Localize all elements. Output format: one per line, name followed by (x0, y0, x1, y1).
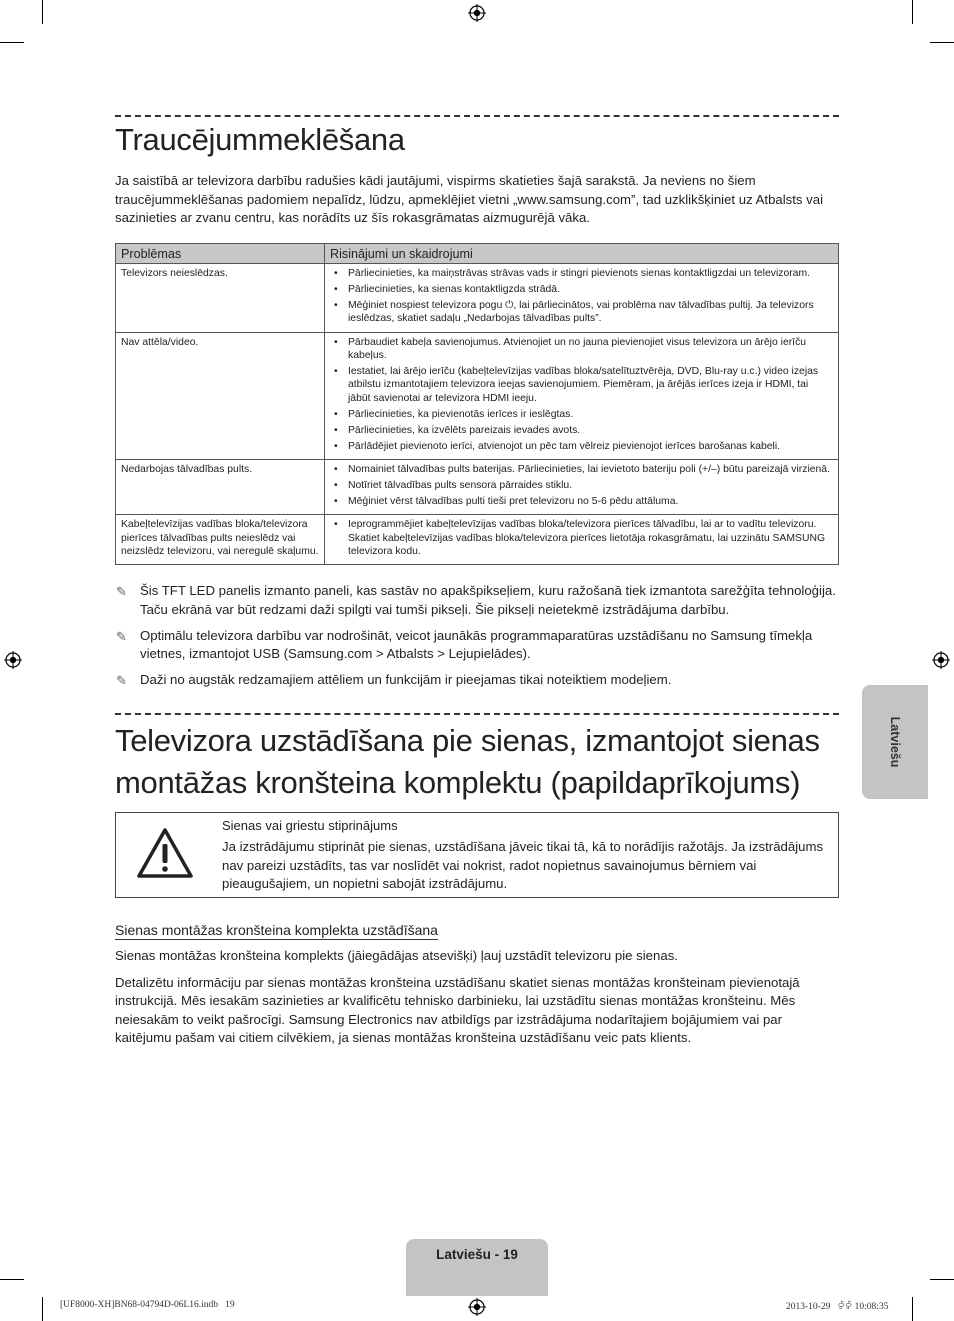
list-item: • Ieprogrammējiet kabeļtelevīzijas vadības bloka/televizora pierīces tālvadību, lai ar to vadītu televizoru. Skatiet kabeļtelevīzijas vadības bloka/televizora pierīces lietotāja rokasgrāmatu, lai uzzinātu SAMSUNG televizora kodu. (348, 518, 833, 558)
note-text: Optimālu televizora darbību var nodrošināt, veicot jaunākās programmaparatūras uzstādīšanu no Samsung tīmekļa vietnes, izmantojot USB (Samsung.com > Atbalsts > Lejupielādes). (140, 627, 813, 661)
registration-mark-icon (468, 4, 486, 22)
registration-mark-icon (468, 1298, 486, 1316)
footer-file-info: [UF8000-XH]BN68-04794D-06L16.indb 19 (60, 1300, 235, 1310)
pencil-note-icon: ✎ (116, 628, 127, 644)
language-side-tab-label: Latviešu (888, 716, 902, 768)
list-item: • Pārliecinieties, ka maiņstrāvas strāvas vads ir stingri pievienots sienas kontaktligzdai un televizoram. (348, 267, 833, 280)
list-item: • Pārliecinieties, ka pievienotās ierīces ir ieslēgtas. (348, 408, 833, 421)
section-title-troubleshooting: Traucējummeklēšana (115, 122, 405, 157)
table-row (116, 515, 839, 565)
problem-cell: Televizors neieslēdzas. (116, 264, 325, 333)
table-header-row (116, 244, 839, 264)
note-item (115, 671, 839, 690)
registration-mark-icon (932, 651, 950, 669)
solutions-list (330, 463, 833, 508)
crop-mark (0, 42, 24, 43)
problem-cell: Nedarbojas tālvadības pults. (116, 459, 325, 514)
crop-mark (930, 1279, 954, 1280)
table-row (116, 264, 839, 333)
pencil-note-icon: ✎ (116, 673, 127, 688)
warning-title: Sienas vai griestu stiprinājums (222, 818, 398, 833)
list-item: • Iestatiet, lai ārējo ierīču (kabeļtelevīzijas vadības bloka/satelītuztvērēja, DVD, Blu-ray u.c.) video izejas atbilstu izmantotajiem televizora ieejas savienojumiem. Piemēram, ja ārējās ierīces izeja ir HDMI, tai jābūt savienotai ar televizora HDMI ieeju. (348, 365, 833, 405)
note-text: Daži no augstāk redzamajiem attēliem un funkcijām ir pieejamas tikai noteiktiem modeļiem. (140, 672, 672, 687)
list-item: • Pārlādējiet pievienoto ierīci, atvienojot un pēc tam vēlreiz pievienojot ierīces barošanas kabeli. (348, 440, 833, 453)
registration-mark-icon (4, 651, 22, 669)
list-item: • Mēģiniet nospiest televizora pogu ⏻, lai pārliecinātos, vai problēma nav tālvadības pultij. Ja televizors ieslēdzas, skatiet sadaļu „Nedarbojas tālvadības pults”. (348, 299, 833, 326)
crop-mark (912, 1297, 913, 1321)
list-item: • Notīriet tālvadības pults sensora pārraides stiklu. (348, 479, 833, 492)
section-divider (115, 713, 839, 715)
page-number-box (406, 1239, 548, 1296)
table-row (116, 332, 839, 459)
solutions-cell (325, 332, 839, 459)
troubleshooting-table (115, 243, 839, 565)
warning-box (115, 812, 839, 898)
solutions-list (330, 518, 833, 558)
crop-mark (0, 1279, 24, 1280)
paragraph: Detalizētu informāciju par sienas montāžas kronšteina uzstādīšanu skatiet sienas montāžas kronšteinam pievienotajā instrukcijā. Mēs iesakām sazinieties ar kvalificētu tehnisko darbinieku, lai uzstādītu sienas montāžas kronšteinu. Mēs neiesakām to veikt pašrocīgi. Samsung Electronics nav atbildīgs par izstrādājuma nodarītajiem bojājumiem vai par kaitējumu pašam vai citiem cilvēkiem, ja sienas montāžas kronšteina uzstādīšanu veic pats klients. (115, 974, 800, 1045)
section-title-wall-mount: Televizora uzstādīšana pie sienas, izmantojot sienas montāžas kronšteina komplektu (papildaprīkojums) (115, 723, 820, 800)
note-item (115, 627, 839, 664)
list-item: • Nomainiet tālvadības pults baterijas. Pārliecinieties, lai ievietoto bateriju poli (+/–) būtu pareizajā virzienā. (348, 463, 833, 476)
subsection-heading: Sienas montāžas kronšteina komplekta uzstādīšana (115, 922, 438, 938)
pencil-note-icon: ✎ (116, 584, 127, 599)
language-side-tab (862, 685, 928, 799)
section-divider (115, 115, 839, 117)
list-item: • Pārbaudiet kabeļa savienojumus. Atvienojiet un no jauna pievienojiet visus televizora un ārējo ierīču kabeļus. (348, 336, 833, 363)
paragraph: Sienas montāžas kronšteina komplekts (jāiegādājas atsevišķi) ļauj uzstādīt televizoru pie sienas. (115, 948, 678, 963)
solutions-cell (325, 264, 839, 333)
column-header-solutions: Risinājumi un skaidrojumi (325, 244, 839, 264)
solutions-list (330, 267, 833, 326)
page-number: Latviešu - 19 (436, 1247, 518, 1262)
warning-text: Ja izstrādājumu stiprināt pie sienas, uzstādīšana jāveic tikai tā, kā to norādījis ražotājs. Ja izstrādājums nav pareizi uzstādīts, tas var noslīdēt vai nokrist, radot nopietnus savainojumus bērniem vai pieaugušajiem, un nopietni sabojāt izstrādājumu. (222, 839, 824, 891)
crop-mark (42, 0, 43, 24)
intro-paragraph: Ja saistībā ar televizora darbību radušies kādi jautājumi, vispirms skatieties šajā sarakstā. Ja neviens no šiem traucējummeklēšanas padomiem nepalīdz, lūdzu, apmeklējiet vietni „www.samsung.com”, tad uzklikšķiniet uz Atbalsts vai sazinieties ar zvanu centru, kas norādīts uz šīs rokasgrāmatas aizmugurējā vāka. (115, 173, 824, 225)
column-header-problems: Problēmas (116, 244, 325, 264)
solutions-list (330, 336, 833, 454)
note-text: Šis TFT LED panelis izmanto paneli, kas sastāv no apakšpikseļiem, kuru ražošanā tiek izmantota sarežģīta tehnoloģija. Taču ekrānā var būt redzami daži spilgti vai tumši pikseļi. Šie pikseļi neietekmē izstrādājuma darbību. (140, 583, 836, 617)
note-item (115, 582, 839, 619)
problem-cell: Nav attēla/video. (116, 332, 325, 459)
wall-mount-body (115, 947, 839, 1056)
list-item: • Pārliecinieties, ka izvēlēts pareizais ievades avots. (348, 424, 833, 437)
crop-mark (42, 1297, 43, 1321)
crop-mark (930, 42, 954, 43)
solutions-cell (325, 515, 839, 565)
notes-list (115, 582, 839, 697)
footer-timestamp: 2013-10-29 ꀆꀆ 10:08:35 (786, 1302, 889, 1312)
solutions-cell (325, 459, 839, 514)
warning-triangle-icon (136, 827, 194, 879)
problem-cell: Kabeļtelevīzijas vadības bloka/televizora pierīces tālvadības pults neieslēdz vai neizslēdz televizoru, vai neregulē skaļumu. (116, 515, 325, 565)
crop-mark (912, 0, 913, 24)
list-item: • Pārliecinieties, ka sienas kontaktligzda strādā. (348, 283, 833, 296)
table-row (116, 459, 839, 514)
list-item: • Mēģiniet vērst tālvadības pulti tieši pret televizoru no 5-6 pēdu attāluma. (348, 495, 833, 508)
